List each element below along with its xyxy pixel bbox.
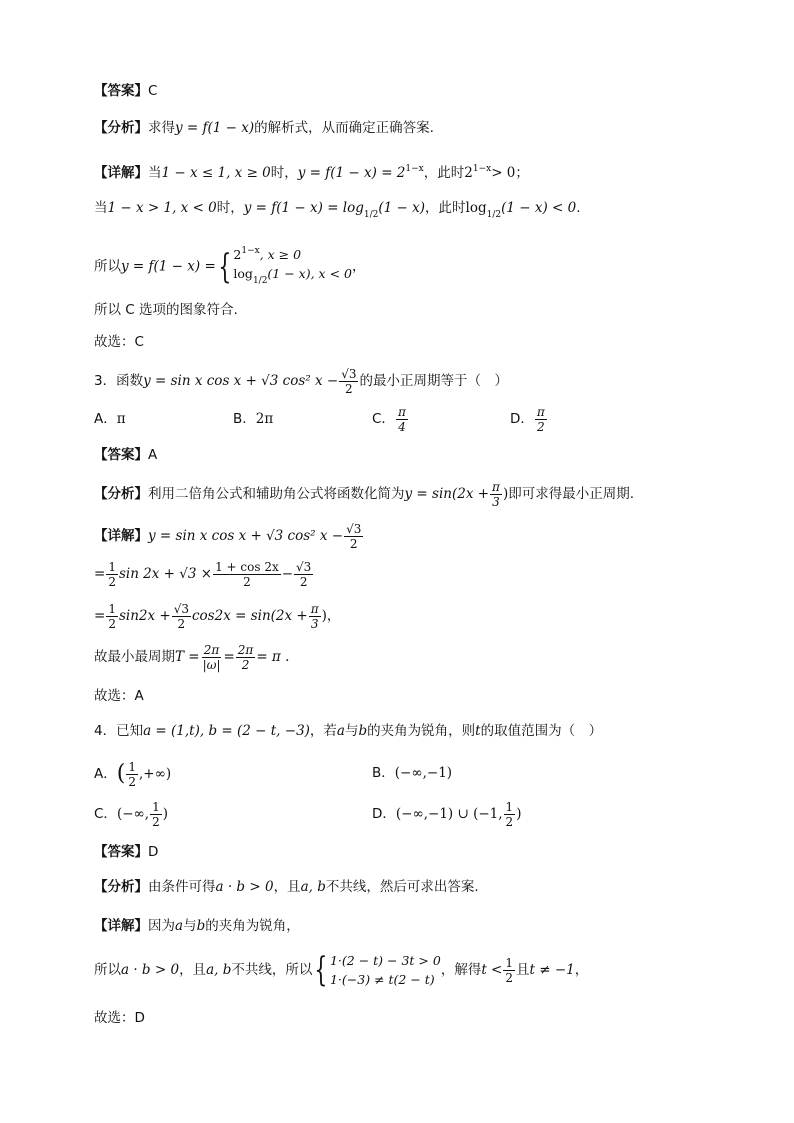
exponent: 1−x bbox=[472, 164, 492, 174]
denominator: 3 bbox=[310, 616, 319, 631]
q4-stem bbox=[94, 721, 602, 741]
q4-option-a bbox=[94, 757, 171, 791]
numerator: √3 bbox=[346, 521, 362, 536]
text: 且 bbox=[516, 962, 530, 978]
q4-detail-line-1 bbox=[94, 916, 300, 936]
denominator: 2 bbox=[108, 616, 116, 631]
denominator: 2 bbox=[243, 574, 251, 589]
text: 所以 bbox=[94, 258, 121, 275]
numerator: 1 bbox=[128, 759, 136, 774]
q3-option-b bbox=[233, 409, 273, 429]
denominator: |ω| bbox=[202, 657, 221, 672]
text: ， bbox=[574, 962, 589, 978]
formula: t ≠ −1 bbox=[529, 962, 575, 978]
q3-detail-line-3 bbox=[94, 600, 340, 632]
option-value: ) bbox=[162, 806, 168, 822]
brace-symbol: { bbox=[314, 950, 328, 990]
fraction bbox=[150, 800, 162, 829]
q4-analysis-line bbox=[94, 877, 479, 897]
text: 求得 bbox=[148, 120, 175, 136]
denominator: 2 bbox=[505, 970, 514, 985]
text: ，此时 bbox=[425, 200, 466, 216]
text: 4．已知 bbox=[94, 723, 144, 739]
text: ，解得 bbox=[440, 962, 482, 978]
denominator: 2 bbox=[299, 574, 308, 589]
answer-label: 【答案】 bbox=[94, 83, 148, 99]
numerator: π bbox=[536, 404, 545, 419]
q4-option-b bbox=[372, 763, 452, 783]
detail-label: 【详解】 bbox=[94, 165, 148, 181]
detail-label: 【详解】 bbox=[94, 918, 148, 934]
inequality-system bbox=[330, 951, 441, 989]
formula: (1 − x) bbox=[378, 200, 426, 216]
variable-t: t bbox=[475, 723, 481, 739]
option-letter: C． bbox=[94, 806, 117, 822]
text: 利用二倍角公式和辅助角公式将函数化简为 bbox=[148, 486, 405, 502]
vector-a: a bbox=[336, 723, 345, 739]
q2-detail-line-1 bbox=[94, 159, 529, 183]
text: 的夹角为锐角，则 bbox=[367, 723, 476, 739]
answer-value: A bbox=[148, 447, 158, 463]
formula: 1 − x > 1, x < 0 bbox=[107, 200, 217, 216]
option-letter: D． bbox=[372, 806, 396, 822]
option-letter: B． bbox=[233, 411, 256, 427]
detail-label: 【详解】 bbox=[94, 528, 148, 544]
formula: − bbox=[281, 566, 294, 582]
option-value: ) bbox=[516, 806, 522, 822]
fraction bbox=[106, 560, 118, 589]
answer-label: 【答案】 bbox=[94, 844, 148, 860]
denominator: 2 bbox=[152, 814, 160, 829]
fraction bbox=[503, 956, 515, 985]
fraction bbox=[309, 602, 321, 631]
text: 时， bbox=[216, 200, 244, 216]
text: 不共线，所以 bbox=[231, 962, 313, 978]
log-base: 1/2 bbox=[486, 210, 502, 220]
formula: y = f(1 − x) bbox=[175, 120, 255, 136]
answer-value: C bbox=[148, 83, 158, 99]
formula: a, b bbox=[300, 879, 326, 895]
formula: ) bbox=[502, 486, 509, 502]
fraction bbox=[172, 602, 191, 631]
denominator: 2 bbox=[241, 657, 250, 672]
formula: y = sin x cos x + √3 cos² x − bbox=[143, 373, 339, 389]
text: 即可求得最小正周期. bbox=[508, 486, 635, 502]
formula: y = sin(2x + bbox=[404, 486, 490, 502]
formula: sin 2x + √3 × bbox=[118, 566, 213, 582]
q2-analysis-line bbox=[94, 118, 434, 138]
text: ，若 bbox=[309, 723, 337, 739]
formula: a · b > 0 bbox=[121, 962, 180, 978]
answer-value: D bbox=[148, 844, 159, 860]
text: 的取值范围为（ ） bbox=[480, 723, 603, 739]
text: 的最小正周期等于（ ） bbox=[359, 373, 508, 389]
option-value: ,+∞) bbox=[138, 766, 172, 782]
q4-option-d bbox=[372, 797, 521, 831]
text: 时， bbox=[270, 165, 298, 181]
q3-detail-line-1 bbox=[94, 520, 364, 552]
formula: t < bbox=[481, 962, 503, 978]
q2-detail-line-4: 所以 C 选项的图象符合. bbox=[94, 302, 238, 318]
system-row-1: 1·(2 − t) − 3t > 0 bbox=[329, 953, 441, 968]
fraction bbox=[106, 602, 118, 631]
numerator: 1 bbox=[152, 799, 160, 814]
exponent: 1−x bbox=[241, 246, 260, 256]
log-base: 1/2 bbox=[363, 210, 379, 220]
fraction bbox=[201, 643, 223, 672]
denominator: 2 bbox=[177, 616, 186, 631]
formula: 2 bbox=[464, 165, 473, 181]
fraction bbox=[535, 405, 547, 434]
numerator: π bbox=[492, 479, 500, 494]
formula: )， bbox=[321, 608, 341, 624]
brace-symbol: { bbox=[218, 246, 232, 287]
denominator: 4 bbox=[398, 419, 406, 434]
numerator: 1 bbox=[505, 955, 514, 970]
text: 与 bbox=[183, 918, 197, 934]
formula: = π . bbox=[256, 649, 290, 665]
q2-final: 故选：C bbox=[94, 334, 144, 350]
q2-detail-line-2 bbox=[94, 198, 581, 225]
formula: = bbox=[223, 649, 235, 665]
q2-answer-line bbox=[94, 81, 157, 101]
exponent: 1−x bbox=[405, 164, 424, 174]
q2-detail-line-3 bbox=[94, 242, 365, 291]
fraction bbox=[344, 522, 363, 551]
text: 故最小最周期 bbox=[94, 649, 175, 665]
numerator: π bbox=[397, 404, 406, 419]
text: 当 bbox=[148, 165, 162, 181]
q4-option-c bbox=[94, 797, 168, 831]
formula: = bbox=[94, 566, 106, 582]
formula: y = f(1 − x) = 2 bbox=[297, 165, 406, 181]
text: 所以 bbox=[94, 962, 121, 978]
q3-option-d bbox=[510, 403, 548, 435]
text: 3．函数 bbox=[94, 373, 144, 389]
formula: y = f(1 − x) = log bbox=[243, 200, 364, 216]
answer-label: 【答案】 bbox=[94, 447, 148, 463]
option-letter: C． bbox=[372, 411, 395, 427]
q4-detail-line-2 bbox=[94, 948, 588, 992]
denominator: 2 bbox=[537, 419, 545, 434]
numerator: π bbox=[310, 601, 319, 616]
fraction bbox=[236, 643, 256, 672]
q4-answer-line bbox=[94, 842, 158, 862]
text: 的解析式，从而确定正确答案. bbox=[254, 120, 434, 136]
fraction bbox=[294, 560, 313, 589]
option-value: π bbox=[116, 411, 126, 427]
formula: (1 − x) < 0 bbox=[501, 200, 577, 216]
text: 当 bbox=[94, 200, 108, 216]
fraction bbox=[504, 800, 516, 829]
formula: y = f(1 − x) = bbox=[121, 258, 216, 275]
vector-a: a bbox=[175, 918, 184, 934]
formula: a · b > 0 bbox=[215, 879, 274, 895]
text: ，且 bbox=[273, 879, 301, 895]
option-value: (−∞,−1) ∪ (−1, bbox=[395, 806, 503, 822]
system-row-2: 1·(−3) ≠ t(2 − t) bbox=[329, 972, 435, 987]
option-letter: A． bbox=[94, 766, 117, 782]
q3-detail-line-2 bbox=[94, 558, 314, 590]
q3-analysis-line bbox=[94, 479, 634, 509]
numerator: 2π bbox=[203, 642, 220, 657]
numerator: 1 bbox=[108, 601, 116, 616]
option-value: 2π bbox=[255, 411, 274, 427]
formula: > 0； bbox=[491, 165, 529, 181]
formula: sin2x + bbox=[118, 608, 171, 624]
option-value: (−∞, bbox=[116, 806, 150, 822]
text: 不共线，然后可求出答案. bbox=[325, 879, 479, 895]
q4-final: 故选：D bbox=[94, 1010, 145, 1026]
denominator: 2 bbox=[505, 814, 514, 829]
log-base: 1/2 bbox=[252, 276, 268, 286]
q3-answer-line bbox=[94, 445, 157, 465]
case-2: log bbox=[233, 266, 253, 281]
option-letter: A． bbox=[94, 411, 117, 427]
piecewise bbox=[233, 242, 352, 291]
case-2-cond: (1 − x), x < 0 bbox=[267, 266, 352, 281]
text: ，此时 bbox=[423, 165, 465, 181]
option-letter: B． bbox=[372, 765, 395, 781]
numerator: √3 bbox=[173, 601, 189, 616]
numerator: √3 bbox=[341, 366, 357, 381]
denominator: 2 bbox=[128, 774, 136, 789]
formula: cos2x = sin(2x + bbox=[191, 608, 308, 624]
paren: ( bbox=[116, 761, 126, 786]
q3-stem bbox=[94, 366, 508, 396]
text: 与 bbox=[344, 723, 359, 739]
analysis-label: 【分析】 bbox=[94, 879, 148, 895]
text: ， bbox=[351, 258, 366, 275]
text: . bbox=[576, 200, 581, 216]
text: ，且 bbox=[179, 962, 207, 978]
q3-final: 故选：A bbox=[94, 688, 144, 704]
text: 由条件可得 bbox=[148, 879, 216, 895]
denominator: 3 bbox=[492, 494, 500, 509]
q3-detail-line-4 bbox=[94, 640, 289, 674]
fraction bbox=[213, 560, 281, 589]
denominator: 2 bbox=[108, 574, 116, 589]
formula: y = sin x cos x + √3 cos² x − bbox=[148, 528, 344, 544]
formula: a, b bbox=[206, 962, 232, 978]
vector-b: b bbox=[196, 918, 206, 934]
denominator: 2 bbox=[345, 381, 353, 396]
case-1: 2 bbox=[233, 247, 242, 262]
formula: log bbox=[465, 200, 487, 216]
analysis-label: 【分析】 bbox=[94, 486, 148, 502]
text: 的夹角为锐角， bbox=[205, 918, 300, 934]
case-1-cond: , x ≥ 0 bbox=[259, 247, 302, 262]
formula: T = bbox=[175, 649, 200, 665]
fraction bbox=[490, 480, 502, 509]
denominator: 2 bbox=[349, 536, 358, 551]
option-value: (−∞,−1) bbox=[394, 765, 453, 781]
fraction bbox=[339, 367, 358, 396]
analysis-label: 【分析】 bbox=[94, 120, 148, 136]
q3-option-c bbox=[372, 403, 409, 435]
numerator: 1 + cos 2x bbox=[215, 559, 279, 574]
fraction bbox=[126, 760, 138, 789]
formula: a = (1,t), b = (2 − t, −3) bbox=[143, 723, 310, 739]
q3-option-a bbox=[94, 409, 126, 429]
numerator: √3 bbox=[296, 559, 312, 574]
text: 因为 bbox=[148, 918, 175, 934]
formula: = bbox=[94, 608, 106, 624]
vector-b: b bbox=[358, 723, 368, 739]
formula: 1 − x ≤ 1, x ≥ 0 bbox=[161, 165, 271, 181]
option-letter: D． bbox=[510, 411, 534, 427]
numerator: 2π bbox=[237, 642, 254, 657]
fraction bbox=[396, 405, 408, 434]
numerator: 1 bbox=[108, 559, 116, 574]
numerator: 1 bbox=[505, 799, 514, 814]
